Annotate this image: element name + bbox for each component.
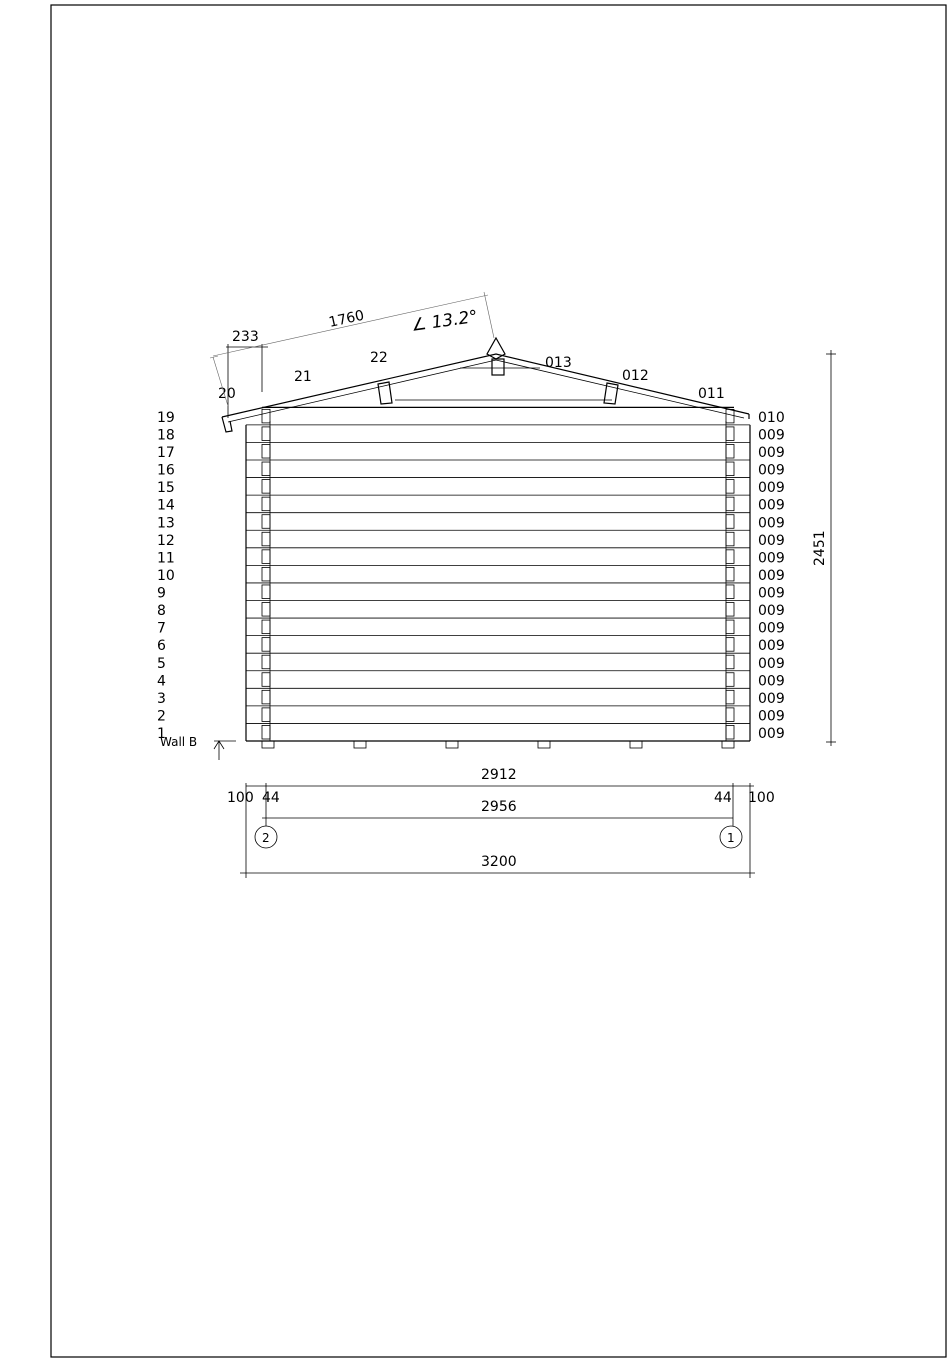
wall-label: Wall B — [160, 735, 198, 749]
part-code: 009 — [758, 655, 785, 672]
left-offset-value: 100 — [227, 790, 254, 806]
part-label-013: 013 — [545, 355, 572, 371]
part-code: 009 — [758, 690, 785, 707]
roof-slope-value: 1760 — [327, 307, 366, 331]
corner-log-end-right — [726, 638, 734, 652]
corner-log-end-left — [262, 708, 270, 722]
corner-log-end-left — [262, 638, 270, 652]
corner-log-end-left — [262, 673, 270, 687]
corner-log-end-left — [262, 690, 270, 704]
joist — [722, 741, 734, 748]
total-width-value: 3200 — [481, 854, 517, 870]
part-label-011: 011 — [698, 386, 725, 402]
overhang-value: 233 — [232, 329, 259, 345]
joist — [262, 741, 274, 748]
axis-marker-right — [720, 826, 742, 848]
ridge-finial — [487, 338, 505, 359]
part-code: 009 — [758, 585, 785, 602]
corner-log-end-right — [726, 708, 734, 722]
level-arrow — [214, 741, 236, 760]
course-number: 12 — [157, 532, 175, 549]
part-codes — [758, 410, 785, 742]
corner-log-end-left — [262, 409, 270, 423]
height-value: 2451 — [812, 530, 828, 566]
corner-log-end-left — [262, 567, 270, 581]
corner-log-end-left — [262, 620, 270, 634]
left-wall-value: 44 — [262, 790, 280, 806]
part-code: 009 — [758, 550, 785, 567]
width-dimensions — [227, 767, 775, 878]
part-code: 009 — [758, 708, 785, 725]
corner-log-end-left — [262, 444, 270, 458]
part-code: 009 — [758, 480, 785, 497]
corner-log-end-right — [726, 567, 734, 581]
course-number: 17 — [157, 445, 175, 462]
right-wall-value: 44 — [714, 790, 732, 806]
part-code: 009 — [758, 567, 785, 584]
part-label-20: 20 — [218, 386, 236, 402]
right-offset-value: 100 — [748, 790, 775, 806]
course-number: 13 — [157, 515, 175, 532]
axis-marker-left — [255, 826, 277, 848]
gable — [222, 338, 749, 432]
course-number: 1 — [157, 726, 166, 742]
course-number: 5 — [157, 655, 166, 672]
corner-log-end-right — [726, 690, 734, 704]
corner-log-end-left — [262, 532, 270, 546]
corner-log-end-right — [726, 427, 734, 441]
course-number: 10 — [157, 567, 175, 584]
part-code: 009 — [758, 638, 785, 655]
joist — [630, 741, 642, 748]
course-number: 18 — [157, 427, 175, 444]
corner-log-end-right — [726, 550, 734, 564]
corner-log-end-right — [726, 497, 734, 511]
course-number: 11 — [157, 550, 175, 567]
corner-log-end-left — [262, 480, 270, 494]
corner-log-end-left — [262, 603, 270, 617]
axis-left-label: 2 — [262, 831, 270, 845]
corner-log-end-right — [726, 532, 734, 546]
roof-angle: ∠ 13.2° — [409, 306, 480, 336]
part-code: 010 — [758, 409, 785, 426]
part-label-22: 22 — [370, 350, 388, 366]
course-number: 8 — [157, 603, 166, 620]
part-code: 009 — [758, 515, 785, 532]
part-code: 009 — [758, 532, 785, 549]
corner-log-end-left — [262, 462, 270, 476]
course-numbers — [157, 410, 175, 742]
height-dimension — [812, 350, 836, 746]
joist — [446, 741, 458, 748]
inner-width-value: 2912 — [481, 767, 517, 783]
corner-log-end-right — [726, 655, 734, 669]
course-number: 14 — [157, 497, 175, 514]
corner-log-end-right — [726, 725, 734, 739]
part-code: 009 — [758, 427, 785, 444]
corner-log-end-right — [726, 444, 734, 458]
corner-log-end-left — [262, 497, 270, 511]
part-code: 009 — [758, 445, 785, 462]
course-number: 7 — [157, 620, 166, 637]
axis-width-value: 2956 — [481, 799, 517, 815]
corner-log-end-left — [262, 515, 270, 529]
corner-log-end-right — [726, 409, 734, 423]
course-number: 6 — [157, 638, 166, 655]
joist — [354, 741, 366, 748]
part-label-21: 21 — [294, 369, 312, 385]
part-code: 009 — [758, 620, 785, 637]
corner-log-end-right — [726, 603, 734, 617]
purlin-right — [604, 383, 618, 404]
joist — [538, 741, 550, 748]
corner-log-end-left — [262, 585, 270, 599]
part-label-012: 012 — [622, 368, 649, 384]
corner-log-end-right — [726, 462, 734, 476]
corner-log-end-right — [726, 585, 734, 599]
corner-log-ends — [262, 409, 734, 739]
part-code: 009 — [758, 603, 785, 620]
floor-joists — [262, 741, 734, 748]
fascia-left — [222, 417, 232, 432]
course-number: 16 — [157, 462, 175, 479]
part-code: 009 — [758, 497, 785, 514]
corner-log-end-right — [726, 673, 734, 687]
course-number: 9 — [157, 585, 166, 602]
course-number: 4 — [157, 673, 166, 690]
corner-log-end-left — [262, 427, 270, 441]
part-code: 009 — [758, 726, 785, 742]
overhang-dimension — [210, 329, 268, 418]
sheet-border — [51, 5, 946, 1357]
corner-log-end-left — [262, 550, 270, 564]
corner-log-end-right — [726, 620, 734, 634]
corner-log-end-right — [726, 480, 734, 494]
course-number: 15 — [157, 480, 175, 497]
course-number: 3 — [157, 690, 166, 707]
part-code: 009 — [758, 462, 785, 479]
course-number: 2 — [157, 708, 166, 725]
corner-log-end-left — [262, 655, 270, 669]
course-number: 19 — [157, 409, 175, 426]
wall-logs — [246, 407, 750, 741]
corner-log-end-right — [726, 515, 734, 529]
part-code: 009 — [758, 673, 785, 690]
corner-log-end-left — [262, 725, 270, 739]
axis-right-label: 1 — [727, 831, 735, 845]
